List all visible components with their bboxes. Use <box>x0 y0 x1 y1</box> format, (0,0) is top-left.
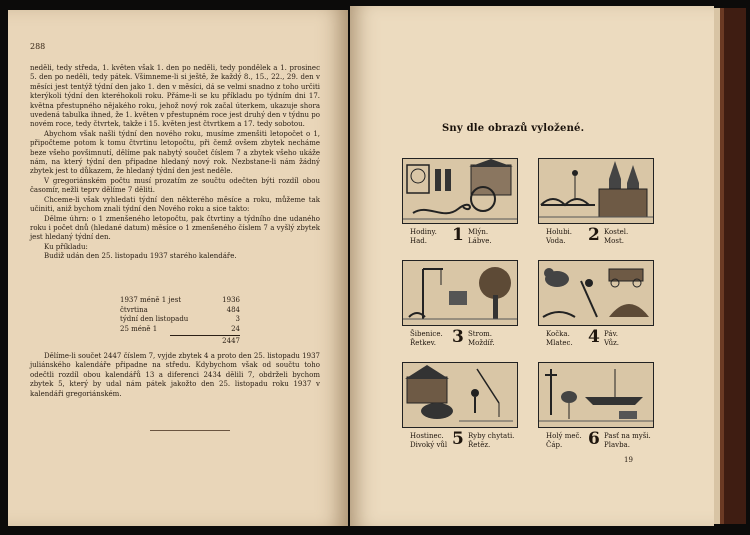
calc-row <box>120 325 240 335</box>
dream-label: Lábve. <box>468 237 492 245</box>
closing-text-block <box>30 352 320 399</box>
dream-label: Most. <box>604 237 625 245</box>
dream-label: Řetěz. <box>468 441 491 449</box>
left-page-number: 288 <box>30 42 46 51</box>
dream-label: Holý meč. <box>546 432 582 440</box>
paragraph: Abychom však našli týdní den nového roku, musíme zmenšiti letopočet o 1, připočteme potom k tomu čtvrtinu letopočtu, při čemž ovšem zbytek necháme beze všeho povšimnutí, dělíme pak nabytý součet číslem 7 a zbytek všeho ukáže nám, na který týdní den připadne hledaný nový rok. Nezbstane-li nám žádný zbytek jest to důkazem, že hledaný týdní den jest neděle. <box>30 129 320 176</box>
woodcut-image-clock-mill <box>402 158 518 224</box>
calc-label: čtvrtina <box>120 305 148 314</box>
dream-label: Čáp. <box>546 441 563 449</box>
calc-row <box>120 296 240 306</box>
calc-value: 3 <box>235 315 240 323</box>
dream-number: 2 <box>588 225 600 245</box>
dream-label: Hostinec. <box>410 432 444 440</box>
calc-total-row <box>120 337 240 347</box>
paragraph: Dělme úhrn: o 1 zmenšeného letopočtu, pak čtvrtiny a týdního dne udaného roku i počet dnů (hledané datum) měsíce o 1 zmenšeného číslem 7 a vyšlý zbytek jest hledaný týdní den. <box>30 214 320 242</box>
dream-number: 6 <box>588 429 600 449</box>
page-title: Sny dle obrazů vyložené. <box>442 123 585 134</box>
calc-row <box>120 315 240 325</box>
dream-label: Holubi. <box>546 228 573 236</box>
dream-label: Řetkev. <box>410 339 436 347</box>
calc-value: 484 <box>226 305 240 314</box>
calc-value: 24 <box>231 324 240 333</box>
divider <box>150 430 230 431</box>
calc-row <box>120 306 240 316</box>
dream-label: Plavba. <box>604 441 630 449</box>
dream-label: Kostel. <box>604 228 629 236</box>
woodcut-image-cat-peacock <box>538 260 654 326</box>
left-text-block <box>30 64 320 262</box>
calc-label: týdní den listopadu <box>120 315 189 323</box>
woodcut-image-sword-stork-boat <box>538 362 654 428</box>
paragraph: Budiž udán den 25. listopadu 1937 starého kalendáře. <box>44 252 237 261</box>
dream-label: Vůz. <box>604 339 620 347</box>
dream-label: Voda. <box>546 237 566 245</box>
woodcut-image-inn-ox <box>402 362 518 428</box>
calc-value: 1936 <box>222 296 240 304</box>
sum-rule <box>170 335 240 336</box>
paragraph: Chceme-li však vyhledati týdní den některého měsíce a roku, můžeme tak učiniti, aniž bychom znali týdní den Nového roku a sice takto: <box>30 195 320 214</box>
dream-label: Kočka. <box>546 330 570 338</box>
paragraph: Ku příkladu: <box>44 242 88 251</box>
paragraph: V gregoriánském počtu musí prozatím ze součtu odečten býti rozdíl obou časomír, nežli teprv dělíme 7 děliti. <box>30 176 320 195</box>
calc-label: 1937 méně 1 jest <box>120 296 182 304</box>
dream-label: Mlýn. <box>468 228 489 236</box>
dream-label: Pasť na myši. <box>604 432 651 440</box>
dream-label: Mlatec. <box>546 339 573 347</box>
dream-label: Strom. <box>468 330 493 338</box>
book-cover-edge <box>714 8 746 524</box>
dream-label: Divoký vůl <box>410 441 448 449</box>
paragraph: neděli, tedy středa, 1. květen však 1. den po neděli, tedy pondělek a 1. prosinec 5. den po neděli, tedy pátek. Všimneme-li si ještě, že každý 8., 15., 22., 29. den v měsíci jest tentýž týdní den jako 1. den v měsíci, dá se velmi snadno z toho určiti kterýkoli týdní den kteréhokoli roku. Přáme-li se ku příkladu po týdním dni 17. května přestupného nějakého roku, jehož nový rok začal úterkem, ukazuje shora uvedená tabulka ihned, že 1. květen v přestupném roce jest druhý den v týdnu po novém roce, tedy čtvrtek, takže i 15. květen jest čtvrtkem a 17. tedy sobotou. <box>30 64 320 129</box>
paragraph: Dělíme-li součet 2447 číslem 7, vyjde zbytek 4 a proto den 25. listopadu 1937 juliánského kalendáře připadne na středu. Kdybychom však od součtu toho odečtli rozdíl obou kalendářů 13 a diferenci 2434 dělili 7, obdrželi bychom zbytek 5, který by udal nám pátek jakožto den 25. listopadu roku 1937 v kalendáři gregoriánském. <box>30 352 320 398</box>
right-page-number: 19 <box>624 456 633 464</box>
dream-number: 5 <box>452 429 464 449</box>
dream-label: Šibenice. <box>410 330 443 338</box>
dream-label: Moždíř. <box>468 339 495 347</box>
dream-label: Ryby chytati. <box>468 432 515 440</box>
calculation-table <box>120 296 240 347</box>
woodcut-image-gallows-tree <box>402 260 518 326</box>
dream-label: Hodiny. <box>410 228 437 236</box>
dream-label: Had. <box>410 237 427 245</box>
dream-label: Páv. <box>604 330 618 338</box>
dream-number: 1 <box>452 225 464 245</box>
dream-number: 4 <box>588 327 600 347</box>
calc-label: 25 méně 1 <box>120 324 158 333</box>
woodcut-image-church-bridge <box>538 158 654 224</box>
calc-total: 2447 <box>222 337 240 345</box>
dream-number: 3 <box>452 327 464 347</box>
